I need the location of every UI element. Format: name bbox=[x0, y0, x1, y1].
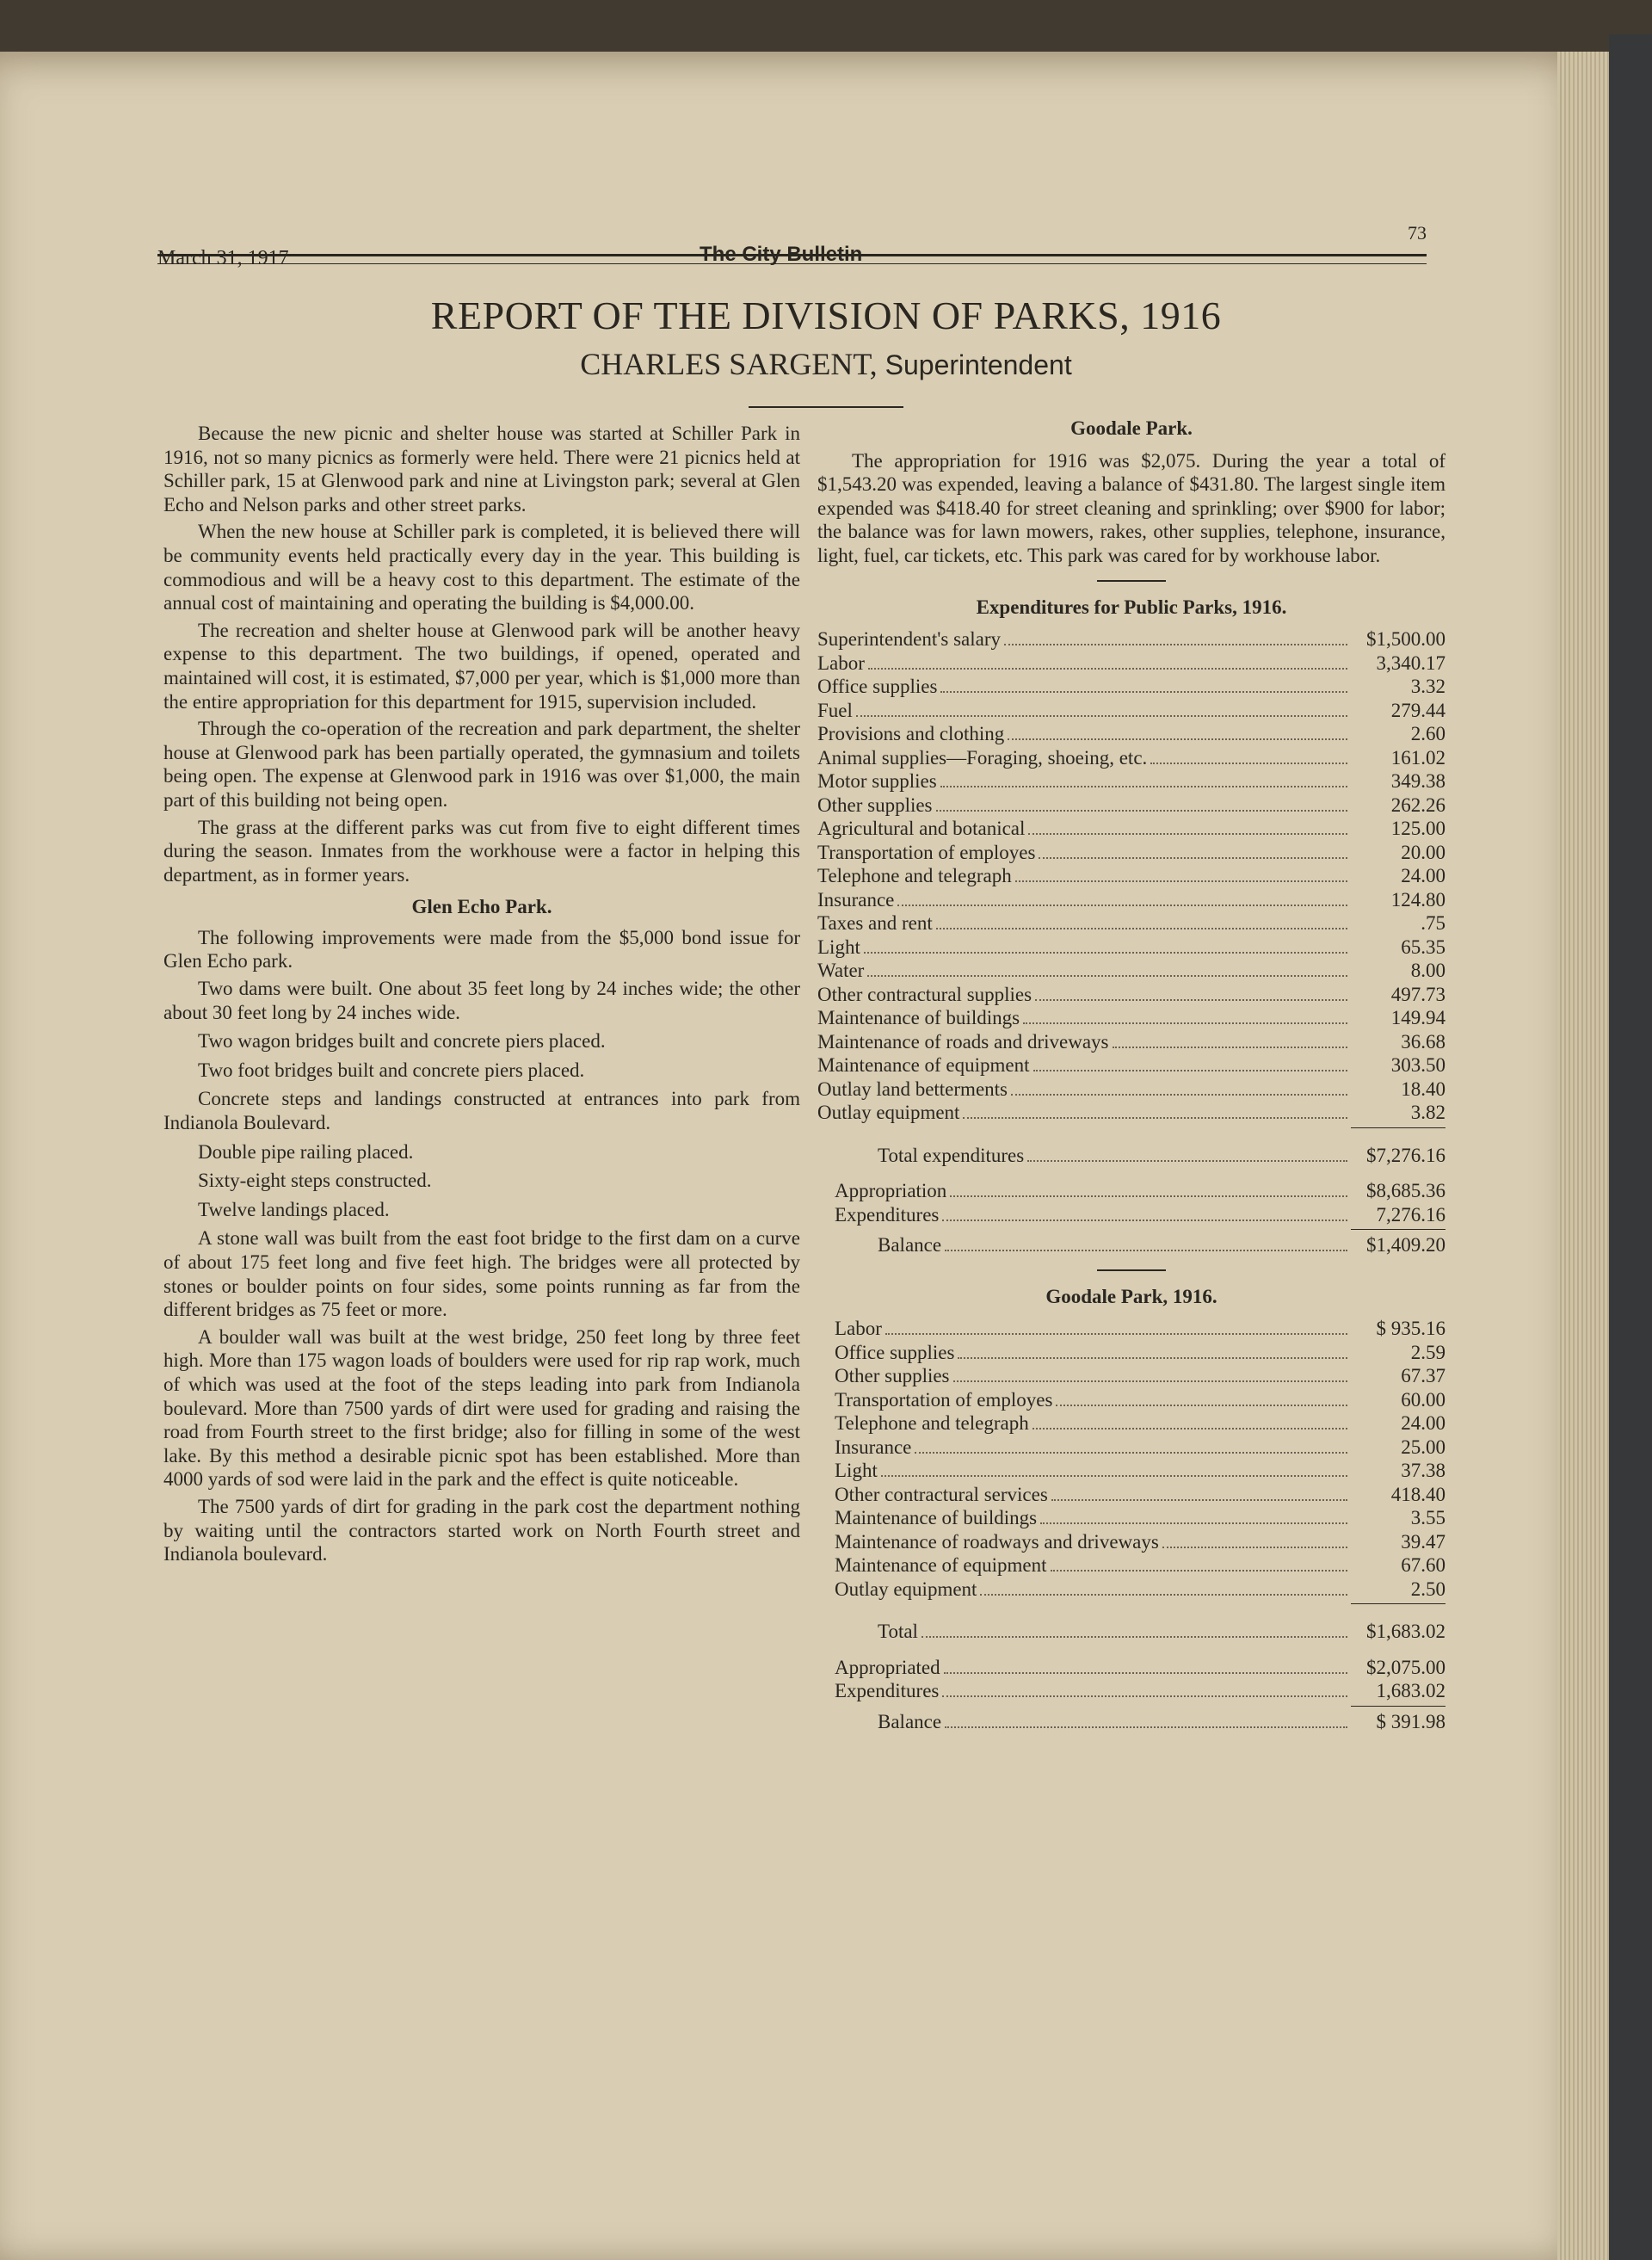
ledger-amount: 161.02 bbox=[1390, 746, 1446, 769]
ledger-amount: 20.00 bbox=[1401, 841, 1446, 863]
ledger-amount: 125.00 bbox=[1390, 818, 1446, 840]
ledger-amount: $8,685.36 bbox=[1366, 1180, 1446, 1202]
paragraph: When the new house at Schiller park is completed, it is believed there will be community events held practically every day in the year. This building is commodious and will be a heavy cost to this department. The estimate of the annual cost of maintaining and operating the building is $4,000.00. bbox=[163, 521, 800, 614]
ledger-label: Total expenditures bbox=[878, 1144, 1025, 1166]
ledger-label: Animal supplies—Foraging, shoeing, etc. bbox=[817, 746, 1148, 769]
divider bbox=[1097, 580, 1166, 582]
dot-leader bbox=[856, 715, 1347, 717]
dot-leader bbox=[868, 668, 1347, 670]
sum-rule bbox=[817, 1601, 1446, 1608]
dot-leader bbox=[915, 1452, 1347, 1454]
dot-leader bbox=[945, 1250, 1347, 1251]
ledger-label: Total bbox=[878, 1621, 918, 1643]
ledger-label: Maintenance of roadways and driveways bbox=[835, 1530, 1159, 1553]
paragraph: The appropriation for 1916 was $2,075. During the year a total of $1,543.20 was expended, leaving a balance of $431.80. The largest single item expended was $418.40 for street cleaning and sprinkling; over $900 for labor; the balance was for lawn mowers, rakes, other supplies, telephone, insurance, light, fuel, car tickets, etc. This park was cared for by workhouse labor. bbox=[817, 449, 1446, 566]
ledger-label: Maintenance of buildings bbox=[835, 1507, 1038, 1529]
ledger-label: Expenditures bbox=[835, 1203, 940, 1226]
ledger-row bbox=[817, 864, 1446, 888]
ledger-amount: 67.60 bbox=[1401, 1554, 1446, 1577]
dot-leader bbox=[940, 786, 1347, 787]
ledger-row bbox=[817, 1530, 1446, 1554]
ledger-label: Outlay land betterments bbox=[817, 1078, 1008, 1100]
paragraph: Two dams were built. One about 35 feet long by 24 inches wide; the other about 30 feet long by 24 inches wide. bbox=[163, 978, 800, 1023]
dot-leader bbox=[1051, 1570, 1347, 1572]
dot-leader bbox=[980, 1594, 1347, 1596]
ledger-amount: 262.26 bbox=[1390, 793, 1446, 816]
ledger-label: Appropriation bbox=[835, 1180, 947, 1202]
ledger-row bbox=[817, 1553, 1446, 1578]
ledger-row bbox=[817, 1006, 1446, 1030]
ledger-amount: 7,276.16 bbox=[1376, 1203, 1446, 1226]
ledger-row bbox=[817, 1341, 1446, 1365]
ledger-amount: 39.47 bbox=[1401, 1530, 1446, 1553]
appropriated-row bbox=[817, 1656, 1446, 1680]
ledger-label: Transportation of employes bbox=[835, 1388, 1053, 1411]
ledger-amount: 60.00 bbox=[1401, 1388, 1446, 1411]
dot-leader bbox=[1027, 1160, 1347, 1162]
ledger-row bbox=[817, 793, 1446, 818]
paragraph: Through the co-operation of the recreation and park department, the shelter house at Glenwood park has been partially operated, the gymnasium and toilets being open. The expense at Glenwood park in 1916 was over $1,000, the main part of this building not being open. bbox=[163, 718, 800, 811]
dot-leader bbox=[963, 1117, 1347, 1119]
ledger-row bbox=[817, 1483, 1446, 1507]
ledger-amount: 3.55 bbox=[1410, 1507, 1446, 1529]
dot-leader bbox=[944, 1672, 1347, 1674]
sum-rule bbox=[817, 1226, 1446, 1233]
ledger-amount: 124.80 bbox=[1390, 888, 1446, 911]
appropriation-row bbox=[817, 1179, 1446, 1203]
ledger-label: Light bbox=[835, 1460, 878, 1482]
ledger-row bbox=[817, 675, 1446, 699]
report-title: REPORT OF THE DIVISION OF PARKS, 1916 bbox=[430, 293, 1222, 337]
dot-leader bbox=[1023, 1022, 1347, 1024]
ledger-row bbox=[817, 1506, 1446, 1530]
dot-leader bbox=[1113, 1047, 1348, 1048]
ledger-label: Outlay equipment bbox=[835, 1578, 977, 1600]
paragraph: The recreation and shelter house at Glenwood park will be another heavy expense to this department. The two buildings, if opened, operated and maintained will cost, it is estimated, $7,000 per year, which is $1,000 more than the entire appropriation for this department for 1915, supervision included. bbox=[163, 619, 800, 713]
ledger-label: Other supplies bbox=[835, 1365, 950, 1387]
ledger-amount: 2.50 bbox=[1410, 1578, 1446, 1600]
dot-leader bbox=[1004, 644, 1347, 645]
right-column bbox=[817, 411, 1446, 1733]
book-cover-edge bbox=[1609, 34, 1652, 2260]
dot-leader bbox=[953, 1380, 1347, 1382]
dot-leader bbox=[1162, 1547, 1347, 1548]
ledger-row bbox=[817, 911, 1446, 935]
list-item: Two foot bridges built and concrete piers placed. bbox=[198, 1059, 585, 1081]
ledger-amount: 36.68 bbox=[1401, 1030, 1446, 1053]
total-row bbox=[817, 1620, 1446, 1644]
paragraph: A stone wall was built from the east foot bridge to the first dam on a curve of about 175 feet long and five feet high. The bridges were all protected by stones or boulder points on four sides, some points running as far from the different bridges as 75 feet or more. bbox=[163, 1227, 800, 1321]
ledger-label: Transportation of employes bbox=[817, 841, 1036, 863]
paragraph: The following improvements were made from the $5,000 bond issue for Glen Echo park. bbox=[163, 926, 800, 973]
ledger-label: Light bbox=[817, 935, 860, 958]
dot-leader bbox=[1035, 999, 1347, 1001]
ledger-amount: 2.59 bbox=[1410, 1341, 1446, 1363]
dot-leader bbox=[1033, 1070, 1347, 1071]
dot-leader bbox=[881, 1475, 1347, 1477]
ledger-amount: 3,340.17 bbox=[1376, 651, 1446, 674]
ledger-label: Motor supplies bbox=[817, 770, 937, 793]
ledger-label: Maintenance of roads and driveways bbox=[817, 1030, 1109, 1053]
ledger-label: Labor bbox=[835, 1318, 882, 1340]
ledger-amount: 3.82 bbox=[1410, 1102, 1446, 1124]
report-subtitle bbox=[155, 346, 1497, 382]
ledger-label: Other supplies bbox=[817, 793, 933, 816]
section-heading-goodale-1916: Goodale Park, 1916. bbox=[1045, 1285, 1217, 1307]
dot-leader bbox=[864, 952, 1347, 954]
ledger-amount: $1,683.02 bbox=[1366, 1621, 1446, 1643]
ledger-amount: 18.40 bbox=[1401, 1078, 1446, 1100]
section-heading-expenditures: Expenditures for Public Parks, 1916. bbox=[976, 596, 1287, 618]
balance-row bbox=[817, 1233, 1446, 1257]
ledger-amount: 2.60 bbox=[1410, 723, 1446, 745]
dot-leader bbox=[1039, 857, 1347, 859]
paragraph: A boulder wall was built at the west bridge, 250 feet long by three feet high. More than 175 wagon loads of boulders were used for rip rap work, much of which was used at the foot of the steps leading into park from Indianola boulevard. More than 7500 yards of dirt were used for grading and raising the road from Fourth street to the first bridge; also for filling in some of the west lake. By this method a desirable picnic spot has been established. More than 4000 yards of sod were laid in the park and the effect is quite noticeable. bbox=[163, 1325, 800, 1491]
ledger-amount: 149.94 bbox=[1390, 1007, 1446, 1029]
dot-leader bbox=[945, 1726, 1347, 1728]
expenditures-row bbox=[817, 1203, 1446, 1227]
dot-leader bbox=[1011, 1094, 1347, 1096]
list-item: Sixty-eight steps constructed. bbox=[198, 1170, 432, 1192]
ledger-label: Office supplies bbox=[817, 676, 938, 698]
ledger-row bbox=[817, 817, 1446, 841]
ledger-amount: 67.37 bbox=[1401, 1365, 1446, 1387]
ledger-label: Maintenance of buildings bbox=[817, 1007, 1020, 1029]
dot-leader bbox=[1056, 1405, 1347, 1406]
ledger-row bbox=[817, 627, 1446, 651]
expenditures-table bbox=[817, 627, 1446, 1257]
ledger-label: Appropriated bbox=[835, 1656, 940, 1678]
ledger-amount: $ 935.16 bbox=[1376, 1318, 1446, 1340]
ledger-row bbox=[817, 959, 1446, 983]
ledger-label: Balance bbox=[878, 1710, 942, 1732]
dot-leader bbox=[936, 928, 1347, 929]
ledger-label: Maintenance of equipment bbox=[835, 1554, 1047, 1577]
expenditures-row bbox=[817, 1679, 1446, 1703]
dot-leader bbox=[1150, 763, 1347, 764]
ledger-row bbox=[817, 935, 1446, 960]
dot-leader bbox=[1028, 833, 1347, 835]
ledger-amount: $2,075.00 bbox=[1366, 1656, 1446, 1678]
dot-leader bbox=[897, 905, 1347, 906]
ledger-row bbox=[817, 983, 1446, 1007]
left-column bbox=[163, 422, 800, 1570]
ledger-amount: 37.38 bbox=[1401, 1460, 1446, 1482]
section-heading-glen-echo: Glen Echo Park. bbox=[411, 896, 552, 918]
paragraph: The 7500 yards of dirt for grading in the park cost the department nothing by waiting until the contractors started work on North Fourth street and Indianola boulevard. bbox=[163, 1495, 800, 1565]
dot-leader bbox=[942, 1695, 1347, 1697]
dot-leader bbox=[885, 1333, 1347, 1335]
ledger-row bbox=[817, 1364, 1446, 1388]
ledger-label: Outlay equipment bbox=[817, 1102, 960, 1124]
ledger-amount: 8.00 bbox=[1410, 960, 1446, 982]
dot-leader bbox=[1051, 1499, 1347, 1501]
ledger-amount: 3.32 bbox=[1410, 676, 1446, 698]
ledger-row bbox=[817, 1436, 1446, 1460]
ledger-label: Expenditures bbox=[835, 1680, 940, 1702]
ledger-row bbox=[817, 1411, 1446, 1436]
ledger-amount: 418.40 bbox=[1390, 1483, 1446, 1505]
ledger-row bbox=[817, 722, 1446, 746]
dot-leader bbox=[936, 810, 1347, 812]
dot-leader bbox=[1032, 1428, 1347, 1429]
ledger-label: Telephone and telegraph bbox=[817, 865, 1012, 887]
header-date: March 31, 1917 bbox=[157, 247, 289, 269]
ledger-label: Superintendent's salary bbox=[817, 628, 1002, 651]
dot-leader bbox=[958, 1357, 1347, 1359]
paragraph: Concrete steps and landings constructed at entrances into park from Indianola Boulevard. bbox=[163, 1088, 800, 1134]
ledger-label: Labor bbox=[817, 651, 865, 674]
ledger-label: Telephone and telegraph bbox=[835, 1412, 1029, 1435]
ledger-label: Other contractural services bbox=[835, 1483, 1048, 1505]
list-item: Two wagon bridges built and concrete piers placed. bbox=[198, 1030, 606, 1053]
ledger-row bbox=[817, 746, 1446, 770]
ledger-row bbox=[817, 888, 1446, 912]
page-number: 73 bbox=[1408, 222, 1427, 244]
dot-leader bbox=[867, 975, 1347, 977]
paragraph: Because the new picnic and shelter house was started at Schiller Park in 1916, not so many picnics as formerly were held. There were 21 picnics held at Schiller park, 15 at Glenwood park and nine at Livingston park; several at Glen Echo and Nelson parks and other street parks. bbox=[163, 423, 800, 516]
ledger-amount: .75 bbox=[1421, 912, 1446, 935]
sum-rule bbox=[817, 1703, 1446, 1710]
divider bbox=[1097, 1269, 1166, 1271]
ledger-row bbox=[817, 651, 1446, 676]
dot-leader bbox=[1040, 1522, 1347, 1524]
page-edges bbox=[1557, 52, 1609, 2260]
dot-leader bbox=[1015, 880, 1347, 882]
ledger-row bbox=[817, 1388, 1446, 1412]
ledger-amount: 1,683.02 bbox=[1376, 1680, 1446, 1702]
ledger-amount: 349.38 bbox=[1390, 770, 1446, 793]
goodale-table bbox=[817, 1317, 1446, 1733]
ledger-amount: 65.35 bbox=[1401, 935, 1446, 958]
balance-row bbox=[817, 1710, 1446, 1734]
ledger-row bbox=[817, 699, 1446, 723]
ledger-amount: $1,409.20 bbox=[1366, 1234, 1446, 1257]
ledger-label: Fuel bbox=[817, 699, 853, 721]
ledger-row bbox=[817, 1578, 1446, 1602]
sum-rule bbox=[817, 1125, 1446, 1132]
superintendent-role: Superintendent bbox=[885, 349, 1072, 380]
header-publication: The City Bulletin bbox=[700, 243, 863, 266]
ledger-amount: 303.50 bbox=[1390, 1054, 1446, 1077]
list-item: Twelve landings placed. bbox=[198, 1198, 390, 1220]
ledger-amount: $7,276.16 bbox=[1366, 1144, 1446, 1166]
title-rule bbox=[749, 406, 903, 408]
dot-leader bbox=[940, 691, 1347, 693]
ledger-amount: 25.00 bbox=[1401, 1436, 1446, 1458]
ledger-row bbox=[817, 1101, 1446, 1125]
list-item: Double pipe railing placed. bbox=[198, 1140, 414, 1163]
ledger-row bbox=[817, 1078, 1446, 1102]
dot-leader bbox=[1008, 738, 1347, 740]
ledger-amount: $1,500.00 bbox=[1366, 628, 1446, 651]
ledger-label: Maintenance of equipment bbox=[817, 1054, 1030, 1077]
header-rule bbox=[157, 254, 1427, 264]
ledger-label: Provisions and clothing bbox=[817, 723, 1005, 745]
paragraph: The grass at the different parks was cut from five to eight different times during the season. Inmates from the workhouse were a factor in helping this department, as in former years. bbox=[163, 816, 800, 886]
ledger-label: Insurance bbox=[835, 1436, 912, 1458]
ledger-amount: 279.44 bbox=[1390, 699, 1446, 721]
ledger-label: Balance bbox=[878, 1234, 942, 1257]
ledger-label: Agricultural and botanical bbox=[817, 818, 1026, 840]
ledger-label: Water bbox=[817, 960, 865, 982]
ledger-row bbox=[817, 1317, 1446, 1341]
ledger-label: Other contractural supplies bbox=[817, 983, 1032, 1005]
ledger-label: Taxes and rent bbox=[817, 912, 933, 935]
dot-leader bbox=[942, 1220, 1347, 1221]
ledger-label: Insurance bbox=[817, 888, 895, 911]
ledger-row bbox=[817, 841, 1446, 865]
top-background bbox=[0, 0, 1652, 53]
ledger-amount: 497.73 bbox=[1390, 983, 1446, 1005]
ledger-amount: $ 391.98 bbox=[1376, 1710, 1446, 1732]
section-heading-goodale: Goodale Park. bbox=[1070, 417, 1193, 439]
ledger-row bbox=[817, 769, 1446, 793]
total-row bbox=[817, 1144, 1446, 1168]
ledger-row bbox=[817, 1030, 1446, 1054]
ledger-amount: 24.00 bbox=[1401, 1412, 1446, 1435]
ledger-amount: 24.00 bbox=[1401, 865, 1446, 887]
superintendent-name: CHARLES SARGENT, bbox=[580, 347, 878, 381]
dot-leader bbox=[922, 1636, 1347, 1638]
dot-leader bbox=[950, 1195, 1347, 1197]
ledger-row bbox=[817, 1053, 1446, 1078]
ledger-label: Office supplies bbox=[835, 1341, 955, 1363]
ledger-row bbox=[817, 1459, 1446, 1483]
